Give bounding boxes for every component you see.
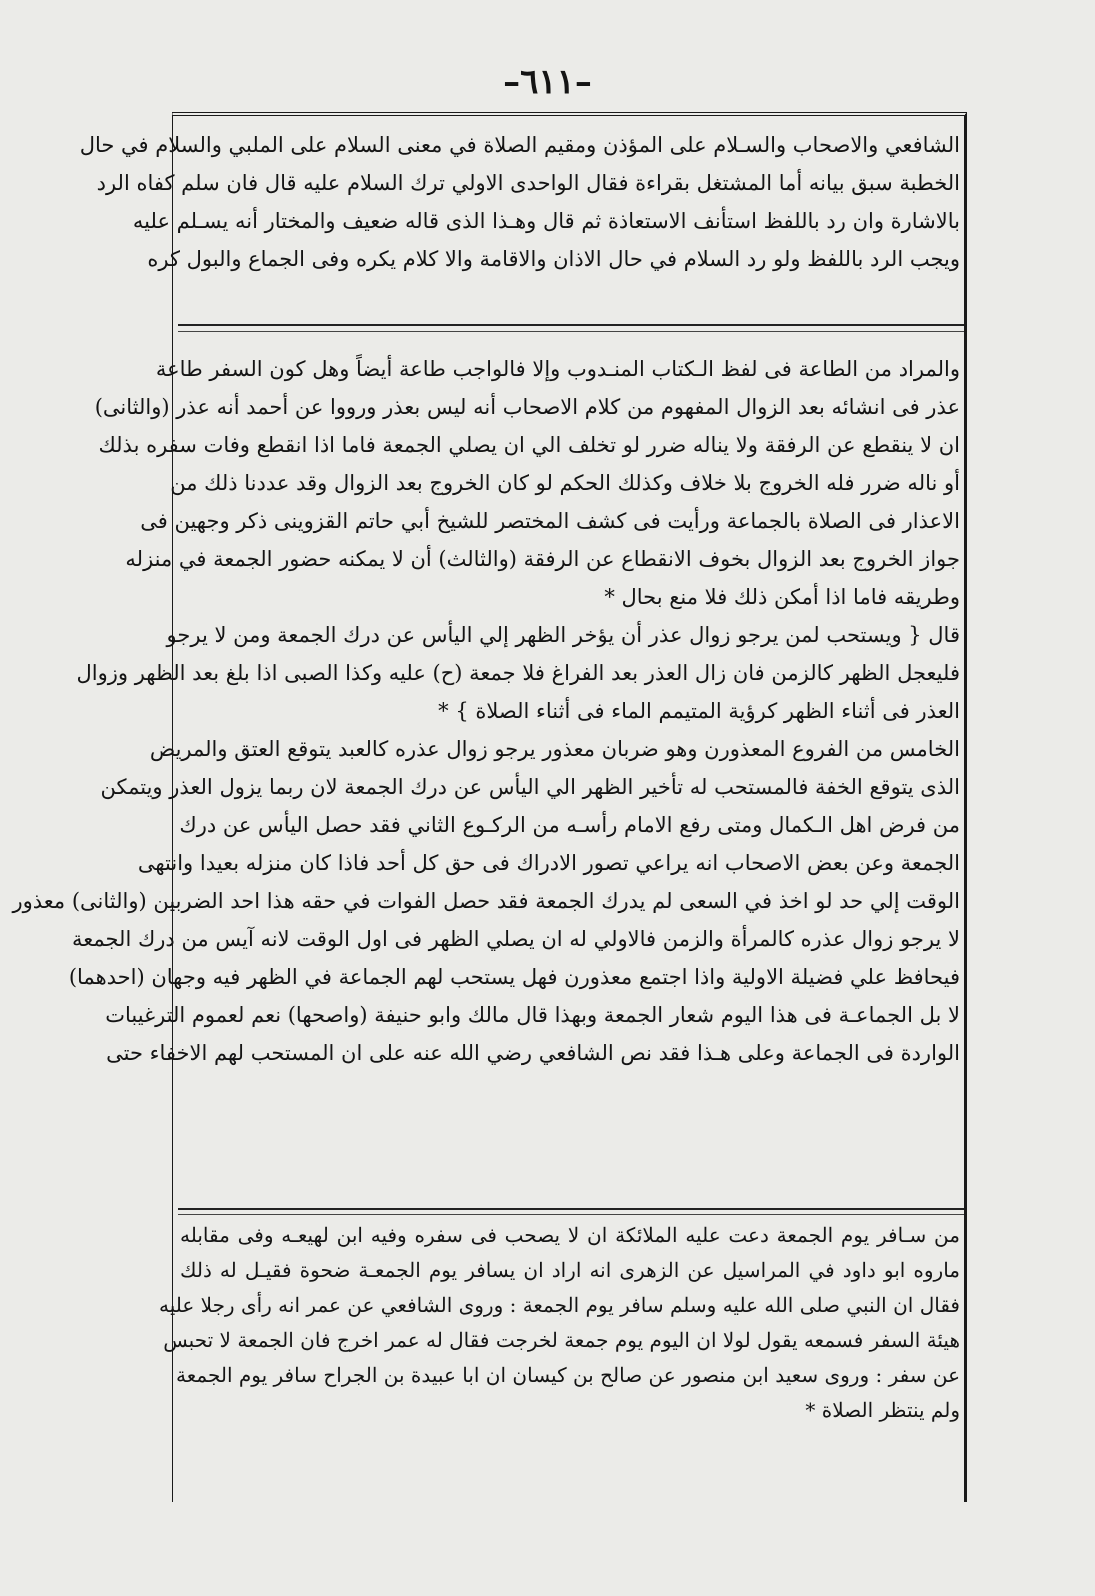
main-line: جواز الخروج بعد الزوال بخوف الانقطاع عن الرفقة (والثالث) أن لا يمكنه حضور الجمعة في منزله (125, 547, 960, 571)
main-line: الذى يتوقع الخفة فالمستحب له تأخير الظهر الي اليأس عن درك الجمعة لان ربما يزول العذر ويتمكن (100, 775, 960, 799)
commentary-line: بالاشارة وان رد باللفظ استأنف الاستعاذة ثم قال وهـذا الذى قاله ضعيف والمختار أنه يسـلم عليه (132, 209, 960, 233)
main-line: فليعجل الظهر كالزمن فان زال العذر بعد الفراغ فلا جمعة (ح) عليه وكذا الصبى اذا بلغ بعد الظهر وزوال (76, 661, 960, 685)
footnote-line: ماروه ابو داود في المراسيل عن الزهرى انه اراد ان يسافر يوم الجمعـة ضحوة فقيـل له ذلك (180, 1258, 960, 1282)
footnote-divider (178, 1214, 964, 1215)
main-line: ان لا ينقطع عن الرفقة ولا يناله ضرر لو تخلف الي ان يصلي الجمعة فاما اذا انقطع وفات سفره بذلك (98, 433, 960, 457)
footnote-line: ولم ينتظر الصلاة * (805, 1398, 960, 1422)
top-commentary (79, 126, 960, 278)
commentary-line: ويجب الرد باللفظ ولو رد السلام في حال الاذان والاقامة والا كلام يكره وفى الجماع والبول كره (147, 247, 960, 271)
section-divider (178, 331, 964, 332)
main-line: من فرض اهل الـكمال ومتى رفع الامام رأسـه من الركـوع الثاني فقد حصل اليأس عن درك (179, 813, 960, 837)
main-line: الواردة فى الجماعة وعلى هـذا فقد نص الشافعي رضي الله عنه على ان المستحب لهم الاخفاء حتى (106, 1041, 960, 1065)
footnotes (158, 1218, 960, 1428)
main-line: والمراد من الطاعة فى لفظ الـكتاب المنـدوب وإلا فالواجب طاعة أيضاً وهل كون السفر طاعة (155, 357, 960, 381)
footnote-line: هيئة السفر فسمعه يقول لولا ان اليوم يوم جمعة لخرجت فقال له عمر اخرج فان الجمعة لا تحبس (163, 1328, 960, 1352)
main-line: العذر فى أثناء الظهر كرؤية المتيمم الماء فى أثناء الصلاة } * (438, 699, 960, 723)
main-text (12, 350, 960, 1072)
footnote-line: من سـافر يوم الجمعة دعت عليه الملائكة ان لا يصحب فى سفره وفيه ابن لهيعـه وفى مقابله (180, 1223, 960, 1247)
main-line: وطريقه فاما اذا أمكن ذلك فلا منع بحال * (604, 585, 960, 609)
main-line: أو ناله ضرر فله الخروج بلا خلاف وكذلك الحكم لو كان الخروج بعد الزوال وقد عددنا ذلك من (170, 471, 960, 495)
commentary-line: الخطبة سبق بيانه أما المشتغل بقراءة فقال الواحدى الاولي ترك السلام عليه قال فان سلم كفاه الرد (96, 171, 960, 195)
main-line: لا يرجو زوال عذره كالمرأة والزمن فالاولي له ان يصلي الظهر فى اول الوقت لانه آيس من درك الجمعة (71, 927, 960, 951)
commentary-line: الشافعي والاصحاب والسـلام على المؤذن ومقيم الصلاة في معنى السلام على الملبي والسلام في حال (79, 133, 960, 157)
footnote-line: عن سفر : وروى سعيد ابن منصور عن صالح بن كيسان ان ابا عبيدة بن الجراح سافر يوم الجمعة (176, 1363, 960, 1387)
main-line: الاعذار فى الصلاة بالجماعة ورأيت فى كشف المختصر للشيخ أبي حاتم القزوينى ذكر وجهين فى (140, 509, 960, 533)
main-line: الجمعة وعن بعض الاصحاب انه يراعي تصور الادراك فى حق كل أحد فاذا كان منزله بعيدا وانتهى (137, 851, 960, 875)
footnote-divider (178, 1208, 964, 1210)
main-line: الخامس من الفروع المعذورن وهو ضربان معذور يرجو زوال عذره كالعبد يتوقع العتق والمريض (149, 737, 960, 761)
footnote-line: فقال ان النبي صلى الله عليه وسلم سافر يوم الجمعة : وروى الشافعي عن عمر انه رأى رجلا عليه (158, 1293, 960, 1317)
section-divider (178, 324, 964, 326)
page-number: –٦١١– (503, 62, 592, 102)
main-line: لا بل الجماعـة فى هذا اليوم شعار الجمعة وبهذا قال مالك وابو حنيفة (واصحها) نعم لعموم الترغيبات (105, 1003, 960, 1027)
main-line: عذر فى انشائه بعد الزوال المفهوم من كلام الاصحاب أنه ليس بعذر ورووا عن أحمد أنه عذر (والثانى) (94, 395, 960, 419)
main-line: فيحافظ علي فضيلة الاولية واذا اجتمع معذورن فهل يستحب لهم الجماعة في الظهر فيه وجهان (احدهما) (68, 965, 960, 989)
main-line: قال { ويستحب لمن يرجو زوال عذر أن يؤخر الظهر إلي اليأس عن درك الجمعة ومن لا يرجو (166, 623, 960, 647)
main-line: الوقت إلي حد لو اخذ في السعى لم يدرك الجمعة فقد حصل الفوات في حقه هذا احد الضربين (والثانى) معذور (12, 889, 960, 913)
